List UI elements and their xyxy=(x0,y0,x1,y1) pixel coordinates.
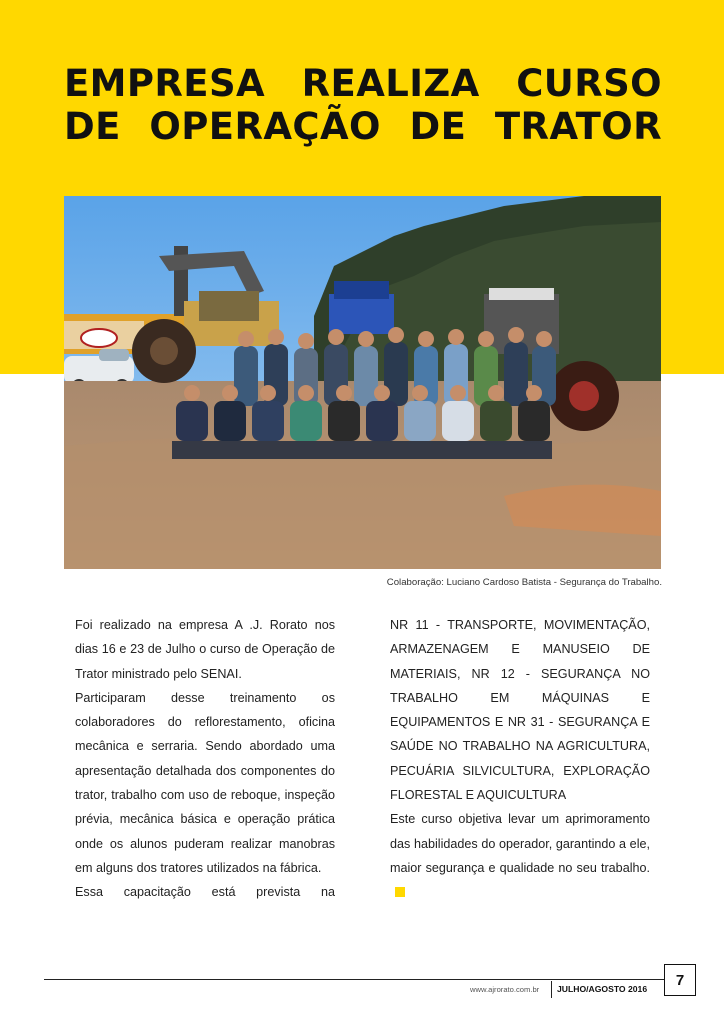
footer-issue-date: JULHO/AGOSTO 2016 xyxy=(557,984,648,994)
article-body-right-column xyxy=(390,613,650,905)
body-paragraph-text: Este curso objetiva levar um aprimoramento das habilidades do operador, garantindo a ele, maior segurança e qualidade no seu trabalho. xyxy=(390,812,650,875)
body-paragraph: Foi realizado na empresa A .J. Rorato nos dias 16 e 23 de Julho o curso de Operação de Trator ministrado pelo SENAI. xyxy=(75,618,335,681)
body-paragraph: Participaram desse treinamento os colaboradores do reflorestamento, oficina mecânica e serraria. Sendo abordado uma apresentação detalhada dos componentes do trator, trabalho com uso de reboque, inspeção prévia, mecânica básica e operação prática onde os alunos puderam realizar manobras em alguns dos tratores utilizados na fábrica. xyxy=(75,690,335,875)
article-title-line-1: EMPRESA REALIZA CURSO xyxy=(64,62,662,105)
article-title xyxy=(64,62,662,148)
footer-separator xyxy=(551,981,552,998)
footer-website: www.ajrorato.com.br xyxy=(470,985,540,994)
end-of-article-marker xyxy=(395,887,405,897)
body-paragraph: NR 11 - TRANSPORTE, MOVIMENTAÇÃO, ARMAZENAGEM E MANUSEIO DE MATERIAIS, NR 12 - SEGURANÇA NO TRABALHO EM MÁQUINAS E EQUIPAMENTOS E NR 31 - SEGURANÇA E SAÚDE NO TRABALHO NA AGRICULTURA, PECUÁRIA SILVICULTURA, EXPLORAÇÃO FLORESTAL E AQUICULTURA xyxy=(390,618,650,803)
body-paragraph: Essa capacitação está prevista na xyxy=(75,885,335,900)
article-photo xyxy=(64,196,661,569)
footer-divider xyxy=(44,979,664,980)
group-photo-illustration xyxy=(64,196,661,569)
article-title-line-2: DE OPERAÇÃO DE TRATOR xyxy=(64,105,662,148)
page-number: 7 xyxy=(664,964,696,996)
photo-caption: Colaboração: Luciano Cardoso Batista - Segurança do Trabalho. xyxy=(386,577,662,588)
body-paragraph xyxy=(390,807,650,904)
article-body-left-column xyxy=(75,613,335,905)
